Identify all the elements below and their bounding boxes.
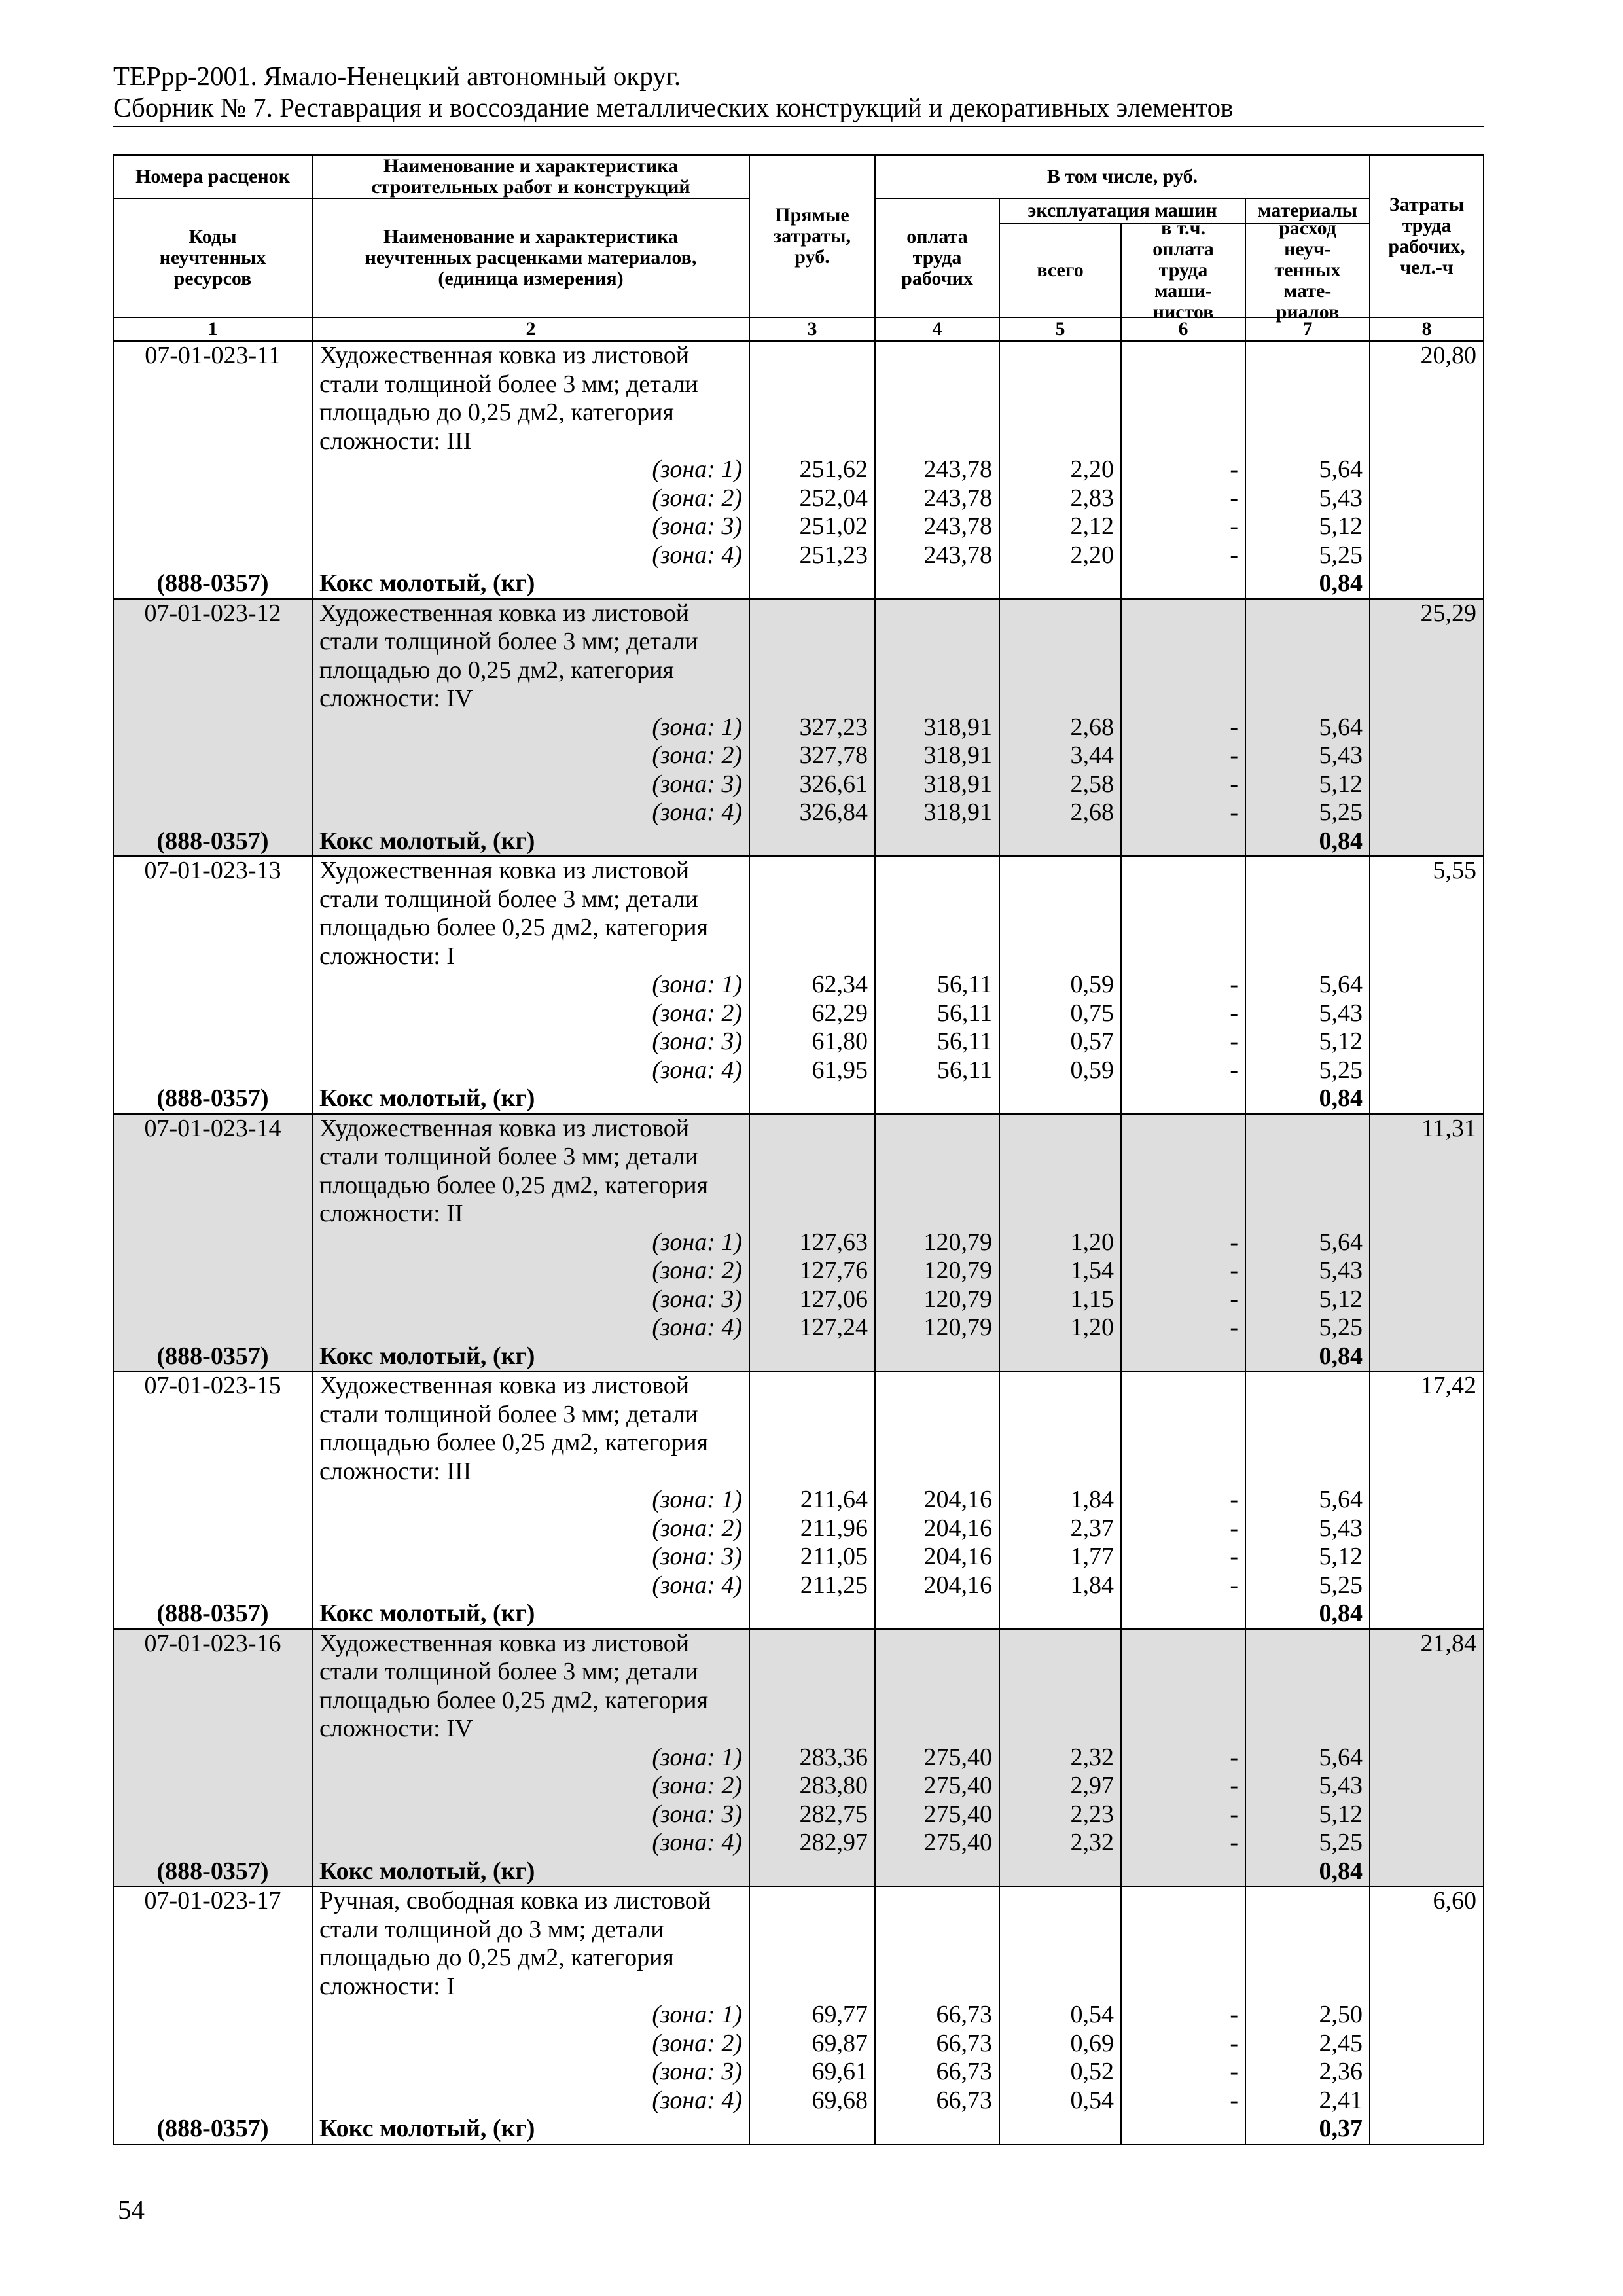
resource-quantity: 0,84: [1319, 827, 1363, 855]
rate-code: 07-01-023-16: [144, 1629, 281, 1657]
labor-hours-value: 6,60: [1433, 1887, 1477, 1914]
machines-total-value: 1,54: [1070, 1257, 1114, 1284]
col-number: 4: [875, 317, 999, 341]
direct-costs-value: 69,77: [812, 2001, 868, 2028]
rate-code: 07-01-023-13: [144, 857, 281, 884]
direct-costs-value: 69,87: [812, 2029, 868, 2057]
machines-total-value: 1,77: [1070, 1543, 1114, 1570]
resource-quantity: 0,84: [1319, 1342, 1363, 1370]
direct-costs-value: 252,04: [799, 484, 868, 512]
worker-pay-value: 275,40: [923, 1743, 992, 1771]
resource-code: (888-0357): [156, 1342, 269, 1370]
machinist-pay-value: -: [1230, 713, 1238, 741]
labor-hours-value: 25,29: [1420, 599, 1477, 627]
machines-header: эксплуатация машин: [1000, 199, 1245, 224]
machinist-pay-value: -: [1230, 798, 1238, 826]
resource-code: (888-0357): [156, 1600, 269, 1627]
direct-costs-value: 326,84: [799, 798, 868, 826]
machinist-pay-value: -: [1230, 1056, 1238, 1084]
machinist-pay-value: -: [1230, 2058, 1238, 2085]
machines-total-value: 2,32: [1070, 1829, 1114, 1856]
zone-label: (зона: 4): [652, 2086, 742, 2114]
rate-row: [113, 856, 1484, 1114]
direct-costs-value: 211,25: [800, 1571, 868, 1599]
direct-costs-value: 61,80: [812, 1028, 868, 1055]
machinist-pay-value: -: [1230, 2029, 1238, 2057]
zone-label: (зона: 4): [652, 541, 742, 569]
resource-name: Кокс молотый, (кг): [319, 1857, 535, 1885]
resource-code: (888-0357): [156, 827, 269, 855]
zone-label: (зона: 3): [652, 770, 742, 798]
materials-value: 5,25: [1319, 1829, 1363, 1856]
zone-label: (зона: 1): [652, 713, 742, 741]
page-number: 54: [118, 2195, 145, 2225]
resource-name: Кокс молотый, (кг): [319, 569, 535, 597]
resource-name: Кокс молотый, (кг): [319, 2115, 535, 2142]
materials-value: 2,41: [1319, 2086, 1363, 2114]
worker-pay-value: 204,16: [923, 1571, 992, 1599]
direct-costs-value: 211,05: [800, 1543, 868, 1570]
worker-pay-value: 243,78: [923, 456, 992, 483]
worker-pay-value: 204,16: [923, 1514, 992, 1542]
zone-label: (зона: 1): [652, 1486, 742, 1513]
worker-pay-value: 56,11: [936, 971, 992, 998]
materials-value: 5,64: [1319, 1228, 1363, 1256]
resource-name: Кокс молотый, (кг): [319, 827, 535, 855]
labor-costs-header: Затраты труда рабочих, чел.-ч: [1370, 155, 1484, 317]
worker-pay-value: 56,11: [936, 1028, 992, 1055]
machines-total-value: 0,54: [1070, 2001, 1114, 2028]
zone-label: (зона: 1): [652, 1743, 742, 1771]
worker-pay-value: 120,79: [923, 1257, 992, 1284]
worker-pay-value: 318,91: [923, 713, 992, 741]
materials-value: 2,36: [1319, 2058, 1363, 2085]
work-description: Художественная ковка из листовой стали толщиной более 3 мм; детали площадью до 0,25 дм2, категория сложности: III: [319, 342, 698, 455]
zone-label: (зона: 2): [652, 2029, 742, 2057]
zone-label: (зона: 4): [652, 1571, 742, 1599]
direct-costs-value: 251,02: [799, 512, 868, 540]
rate-code: 07-01-023-15: [144, 1372, 281, 1399]
direct-costs-value: 282,97: [799, 1829, 868, 1856]
col-number: 3: [749, 317, 875, 341]
materials-value: 5,43: [1319, 1257, 1363, 1284]
worker-pay-value: 204,16: [923, 1486, 992, 1513]
materials-value: 5,12: [1319, 1800, 1363, 1828]
materials-value: 5,43: [1319, 484, 1363, 512]
resource-quantity: 0,84: [1319, 569, 1363, 597]
machines-total-value: 1,84: [1070, 1571, 1114, 1599]
machines-total-value: 2,97: [1070, 1772, 1114, 1799]
machinist-pay-value: -: [1230, 1829, 1238, 1856]
direct-costs-value: 282,75: [799, 1800, 868, 1828]
materials-value: 5,12: [1319, 1028, 1363, 1055]
direct-costs-value: 327,23: [799, 713, 868, 741]
zone-label: (зона: 1): [652, 971, 742, 998]
machines-total-value: 0,52: [1070, 2058, 1114, 2085]
resource-code: (888-0357): [156, 1085, 269, 1112]
machines-total-value: 2,23: [1070, 1800, 1114, 1828]
zone-label: (зона: 2): [652, 484, 742, 512]
machinist-pay-value: -: [1230, 1314, 1238, 1341]
worker-pay-value: 318,91: [923, 742, 992, 769]
materials-value: 5,25: [1319, 798, 1363, 826]
rate-row: [113, 1371, 1484, 1629]
direct-costs-value: 283,36: [799, 1743, 868, 1771]
direct-costs-value: 61,95: [812, 1056, 868, 1084]
zone-label: (зона: 2): [652, 999, 742, 1027]
machines-total-value: 0,54: [1070, 2086, 1114, 2114]
document-title-line2: Сборник № 7. Реставрация и воссоздание металлических конструкций и декоративных элементов: [113, 92, 1234, 122]
zone-label: (зона: 3): [652, 1028, 742, 1055]
machines-total-value: 2,68: [1070, 713, 1114, 741]
direct-costs-value: 211,64: [800, 1486, 868, 1513]
rate-row: [113, 1629, 1484, 1887]
labor-hours-value: 5,55: [1433, 857, 1477, 884]
machines-total-value: 0,75: [1070, 999, 1114, 1027]
unaccounted-materials-header: расход неуч- тенных мате- риалов: [1274, 217, 1341, 323]
rate-code: 07-01-023-12: [144, 599, 281, 627]
worker-pay-value: 66,73: [936, 2086, 992, 2114]
materials-value: 5,43: [1319, 999, 1363, 1027]
machines-total-value: 0,57: [1070, 1028, 1114, 1055]
machinist-pay-value: -: [1230, 1772, 1238, 1799]
direct-costs-value: 69,68: [812, 2086, 868, 2114]
col-number: 8: [1370, 317, 1484, 341]
rate-row: [113, 1114, 1484, 1372]
document-title-line1: ТЕРрр-2001. Ямало-Ненецкий автономный округ.: [113, 61, 681, 91]
worker-pay-value: 243,78: [923, 484, 992, 512]
machinist-pay-value: -: [1230, 484, 1238, 512]
worker-pay-value: 243,78: [923, 541, 992, 569]
materials-value: 5,43: [1319, 1514, 1363, 1542]
machinist-pay-header: в т.ч. оплата труда маши- нистов: [1152, 217, 1214, 323]
labor-hours-value: 11,31: [1421, 1114, 1477, 1142]
direct-costs-value: 211,96: [800, 1514, 868, 1542]
work-description: Художественная ковка из листовой стали толщиной более 3 мм; детали площадью до 0,25 дм2, категория сложности: IV: [319, 599, 698, 712]
machines-total-value: 2,20: [1070, 541, 1114, 569]
including-header: В том числе, руб.: [875, 155, 1370, 198]
machinist-pay-value: -: [1230, 2001, 1238, 2028]
machines-total-value: 0,69: [1070, 2029, 1114, 2057]
machines-total-value: 1,20: [1070, 1314, 1114, 1341]
work-description: Художественная ковка из листовой стали толщиной более 3 мм; детали площадью более 0,25 дм2, категория сложности: I: [319, 857, 709, 970]
worker-pay-value: 243,78: [923, 512, 992, 540]
direct-costs-value: 62,29: [812, 999, 868, 1027]
worker-pay-value: 275,40: [923, 1800, 992, 1828]
labor-hours-value: 17,42: [1420, 1372, 1477, 1399]
machinist-pay-value: -: [1230, 999, 1238, 1027]
materials-value: 5,25: [1319, 1314, 1363, 1341]
work-description: Ручная, свободная ковка из листовой стали толщиной до 3 мм; детали площадью до 0,25 дм2, категория сложности: I: [319, 1887, 711, 2000]
resource-quantity: 0,84: [1319, 1085, 1363, 1112]
rate-code: 07-01-023-11: [145, 342, 281, 369]
materials-value: 5,43: [1319, 742, 1363, 769]
worker-pay-value: 318,91: [923, 770, 992, 798]
materials-value: 5,12: [1319, 512, 1363, 540]
resource-name: Кокс молотый, (кг): [319, 1342, 535, 1370]
materials-value: 5,12: [1319, 770, 1363, 798]
resource-code: (888-0357): [156, 569, 269, 597]
worker-pay-value: 120,79: [923, 1314, 992, 1341]
machines-total-value: 2,20: [1070, 456, 1114, 483]
machines-total-value: 2,68: [1070, 798, 1114, 826]
zone-label: (зона: 3): [652, 2058, 742, 2085]
zone-label: (зона: 2): [652, 1772, 742, 1799]
direct-costs-value: 327,78: [799, 742, 868, 769]
machinist-pay-value: -: [1230, 971, 1238, 998]
price-table: [113, 154, 1484, 2145]
resource-name: Кокс молотый, (кг): [319, 1600, 535, 1627]
col2-bottom-header: Наименование и характеристика неучтенных расценками материалов, (единица измерения): [312, 198, 749, 317]
materials-value: 5,64: [1319, 1743, 1363, 1771]
direct-costs-value: 127,24: [799, 1314, 868, 1341]
zone-label: (зона: 4): [652, 1056, 742, 1084]
direct-costs-value: 62,34: [812, 971, 868, 998]
machinist-pay-value: -: [1230, 1028, 1238, 1055]
machines-total-value: 2,37: [1070, 1514, 1114, 1542]
col-number: 6: [1121, 317, 1245, 341]
rate-row: [113, 1886, 1484, 2144]
resource-code: (888-0357): [156, 2115, 269, 2142]
materials-value: 5,64: [1319, 971, 1363, 998]
materials-value: 5,25: [1319, 1056, 1363, 1084]
materials-value: 5,64: [1319, 456, 1363, 483]
rate-code: 07-01-023-14: [144, 1114, 281, 1142]
direct-costs-value: 127,06: [799, 1285, 868, 1313]
machines-total-value: 2,83: [1070, 484, 1114, 512]
zone-label: (зона: 1): [652, 2001, 742, 2028]
col-number: 1: [113, 317, 312, 341]
materials-header: материалы: [1246, 199, 1369, 224]
machines-total-value: 3,44: [1070, 742, 1114, 769]
direct-costs-value: 326,61: [799, 770, 868, 798]
worker-pay-value: 66,73: [936, 2001, 992, 2028]
resource-quantity: 0,84: [1319, 1600, 1363, 1627]
worker-pay-value: 66,73: [936, 2029, 992, 2057]
work-description: Художественная ковка из листовой стали толщиной более 3 мм; детали площадью более 0,25 дм2, категория сложности: II: [319, 1114, 709, 1227]
machines-total-value: 1,84: [1070, 1486, 1114, 1513]
worker-pay-value: 275,40: [923, 1829, 992, 1856]
machines-total-value: 0,59: [1070, 1056, 1114, 1084]
work-description: Художественная ковка из листовой стали толщиной более 3 мм; детали площадью более 0,25 дм2, категория сложности: III: [319, 1372, 709, 1485]
direct-costs-value: 251,62: [799, 456, 868, 483]
col1-top-header: Номера расценок: [113, 155, 312, 198]
zone-label: (зона: 3): [652, 1800, 742, 1828]
materials-value: 5,12: [1319, 1543, 1363, 1570]
zone-label: (зона: 3): [652, 1543, 742, 1570]
col-number: 5: [999, 317, 1121, 341]
worker-pay-value: 318,91: [923, 798, 992, 826]
worker-pay-value: 120,79: [923, 1228, 992, 1256]
machinist-pay-value: -: [1230, 742, 1238, 769]
worker-pay-value: 204,16: [923, 1543, 992, 1570]
worker-pay-value: 56,11: [936, 1056, 992, 1084]
header-divider: [113, 126, 1484, 127]
worker-pay-value: 56,11: [936, 999, 992, 1027]
zone-label: (зона: 2): [652, 1257, 742, 1284]
direct-costs-value: 251,23: [799, 541, 868, 569]
machinist-pay-value: -: [1230, 1514, 1238, 1542]
machinist-pay-value: -: [1230, 1543, 1238, 1570]
materials-value: 5,64: [1319, 713, 1363, 741]
materials-value: 5,25: [1319, 1571, 1363, 1599]
col1-bottom-header: Коды неучтенных ресурсов: [113, 198, 312, 317]
zone-label: (зона: 4): [652, 798, 742, 826]
worker-pay-value: 120,79: [923, 1285, 992, 1313]
machinist-pay-value: -: [1230, 1486, 1238, 1513]
machines-total-value: 2,12: [1070, 512, 1114, 540]
worker-pay-header: оплата труда рабочих: [875, 198, 999, 317]
direct-costs-value: 69,61: [812, 2058, 868, 2085]
zone-label: (зона: 2): [652, 1514, 742, 1542]
materials-value: 2,45: [1319, 2029, 1363, 2057]
machinist-pay-value: -: [1230, 456, 1238, 483]
zone-label: (зона: 3): [652, 512, 742, 540]
machines-total-value: 2,32: [1070, 1743, 1114, 1771]
rate-code: 07-01-023-17: [144, 1887, 281, 1914]
zone-label: (зона: 4): [652, 1314, 742, 1341]
machines-total-value: 1,20: [1070, 1228, 1114, 1256]
work-description: Художественная ковка из листовой стали толщиной более 3 мм; детали площадью более 0,25 дм2, категория сложности: IV: [319, 1629, 709, 1742]
zone-label: (зона: 3): [652, 1285, 742, 1313]
machines-total-header: всего: [1000, 224, 1122, 317]
zone-label: (зона: 1): [652, 1228, 742, 1256]
machinist-pay-value: -: [1230, 1571, 1238, 1599]
materials-value: 2,50: [1319, 2001, 1363, 2028]
materials-value: 5,43: [1319, 1772, 1363, 1799]
machinist-pay-value: -: [1230, 770, 1238, 798]
worker-pay-value: 66,73: [936, 2058, 992, 2085]
rate-row: [113, 341, 1484, 599]
machinist-pay-value: -: [1230, 1228, 1238, 1256]
zone-label: (зона: 2): [652, 742, 742, 769]
resource-quantity: 0,84: [1319, 1857, 1363, 1885]
machines-total-value: 2,58: [1070, 770, 1114, 798]
machines-total-value: 1,15: [1070, 1285, 1114, 1313]
col2-top-header: Наименование и характеристика строительных работ и конструкций: [312, 155, 749, 198]
machinist-pay-value: -: [1230, 1800, 1238, 1828]
resource-quantity: 0,37: [1319, 2115, 1363, 2142]
direct-costs-value: 127,63: [799, 1228, 868, 1256]
labor-hours-value: 21,84: [1420, 1629, 1477, 1657]
machinist-pay-value: -: [1230, 541, 1238, 569]
direct-costs-value: 283,80: [799, 1772, 868, 1799]
zone-label: (зона: 4): [652, 1829, 742, 1856]
machinist-pay-value: -: [1230, 2086, 1238, 2114]
machinist-pay-value: -: [1230, 1285, 1238, 1313]
machinist-pay-value: -: [1230, 512, 1238, 540]
direct-costs-header: Прямые затраты, руб.: [749, 155, 875, 317]
materials-value: 5,25: [1319, 541, 1363, 569]
direct-costs-value: 127,76: [799, 1257, 868, 1284]
worker-pay-value: 275,40: [923, 1772, 992, 1799]
col-number: 2: [312, 317, 749, 341]
resource-code: (888-0357): [156, 1857, 269, 1885]
machines-total-value: 0,59: [1070, 971, 1114, 998]
machinist-pay-value: -: [1230, 1257, 1238, 1284]
col-number: 7: [1245, 317, 1370, 341]
rate-row: [113, 599, 1484, 857]
materials-value: 5,12: [1319, 1285, 1363, 1313]
machinist-pay-value: -: [1230, 1743, 1238, 1771]
zone-label: (зона: 1): [652, 456, 742, 483]
labor-hours-value: 20,80: [1420, 342, 1477, 369]
materials-value: 5,64: [1319, 1486, 1363, 1513]
resource-name: Кокс молотый, (кг): [319, 1085, 535, 1112]
